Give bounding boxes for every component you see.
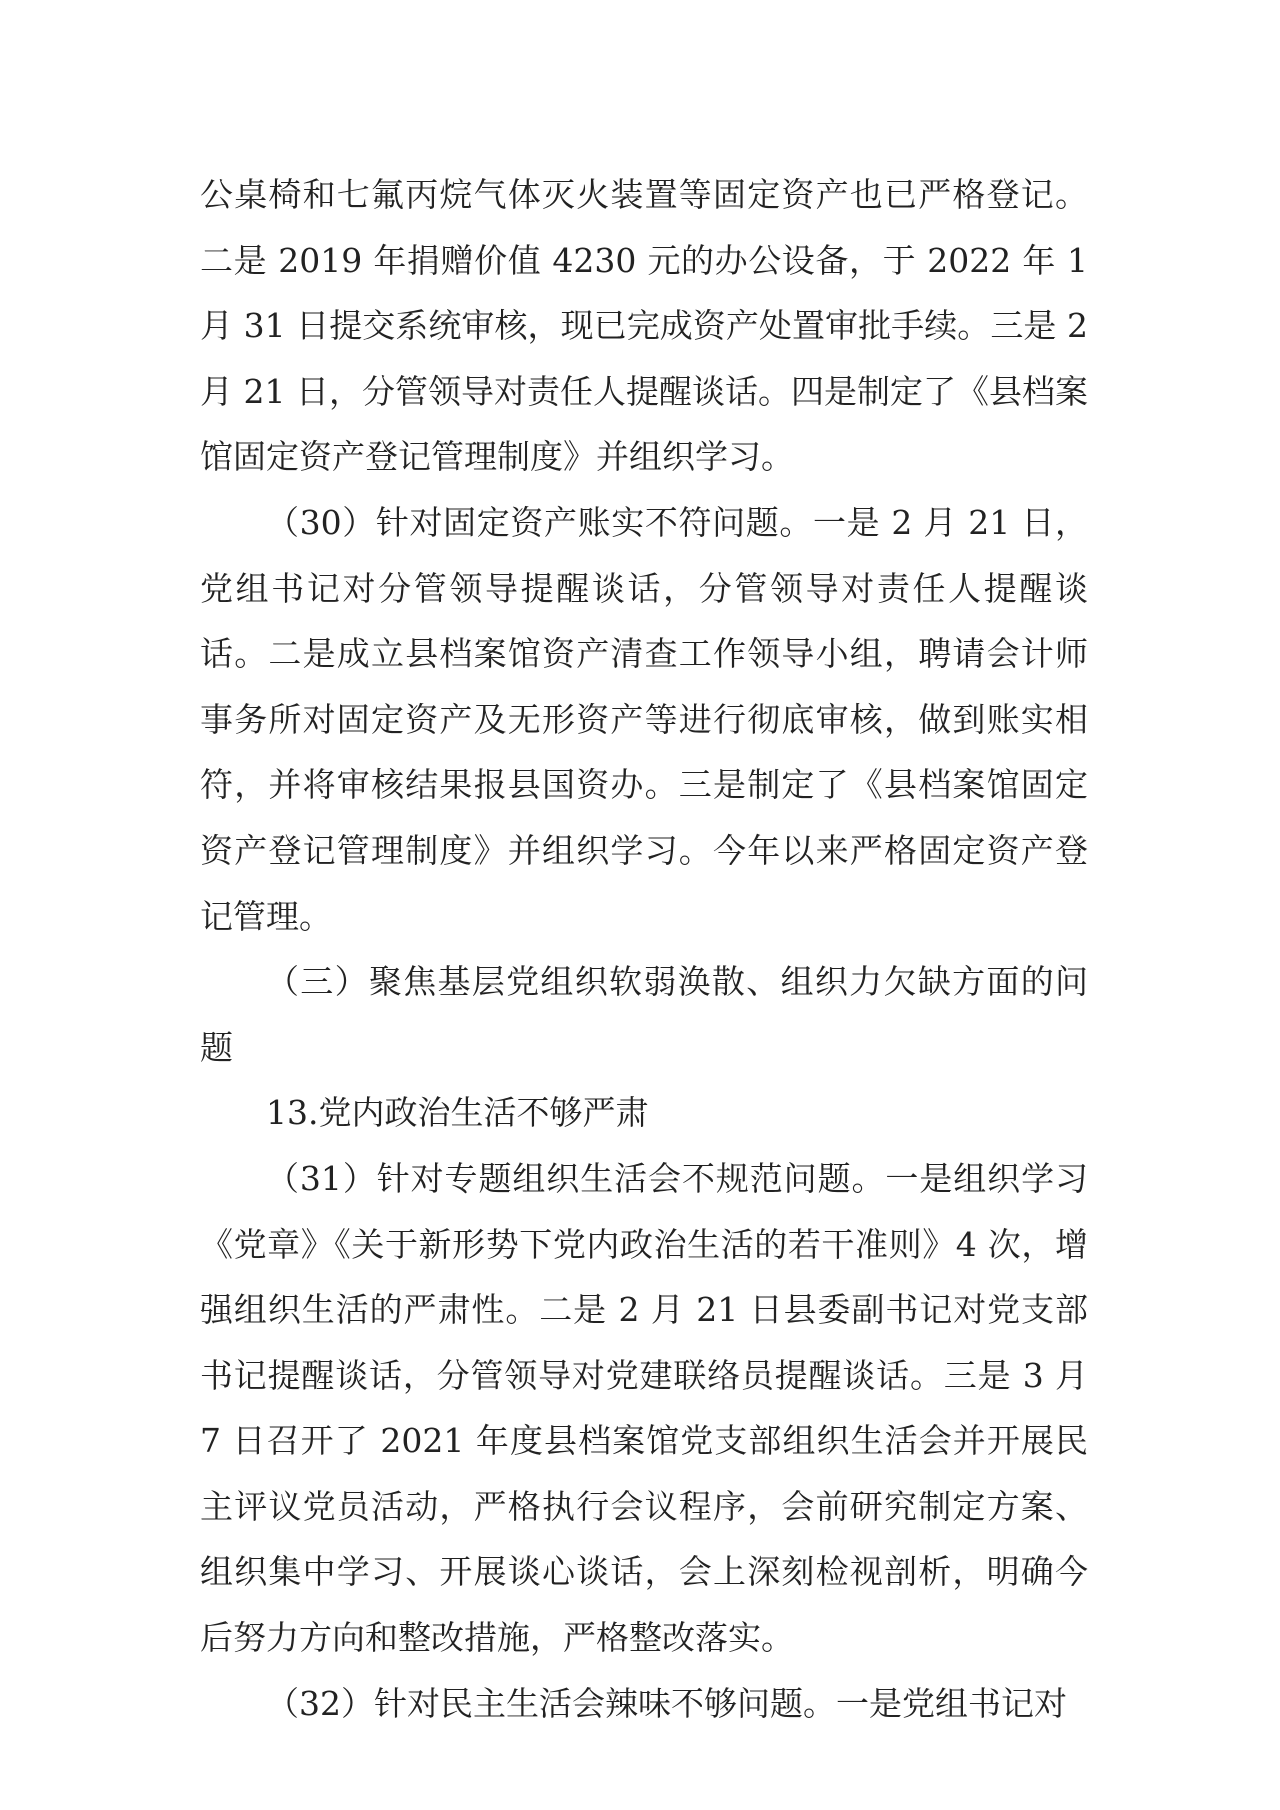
paragraph-item-32: （32）针对民主生活会辣味不够问题。一是党组书记对 (266, 1683, 1067, 1723)
body-text (200, 162, 1088, 1736)
paragraph-item-31: （31）针对专题组织生活会不规范问题。一是组织学习《党章》《关于新形势下党内政治生活的若干准则》4 次，增强组织生活的严肃性。二是 2 月 21 日县委副书记对党支部书记提醒谈话，分管领导对党建联络员提醒谈话。三是 3 月 7 日召开了 2021 年度县档案馆党支部组织生活会并开展民主评议党员活动，严格执行会议程序，会前研究制定方案、组织集中学习、开展谈心谈话，会上深刻检视剖析，明确今后努力方向和整改措施，严格整改落实。 (200, 1158, 1088, 1658)
paragraph-item-30: （30）针对固定资产账实不符问题。一是 2 月 21 日，党组书记对分管领导提醒谈话，分管领导对责任人提醒谈话。二是成立县档案馆资产清查工作领导小组，聘请会计师事务所对固定资产及无形资产等进行彻底审核，做到账实相符，并将审核结果报县国资办。三是制定了《县档案馆固定资产登记管理制度》并组织学习。今年以来严格固定资产登记管理。 (200, 502, 1088, 936)
paragraph-continued-29: 公桌椅和七氟丙烷气体灭火装置等固定资产也已严格登记。二是 2019 年捐赠价值 4230 元的办公设备，于 2022 年 1 月 31 日提交系统审核，现已完成资产处置审批手续。三是 2 月 21 日，分管领导对责任人提醒谈话。四是制定了《县档案馆固定资产登记管理制度》并组织学习。 (200, 175, 1088, 477)
section-heading-3: （三）聚焦基层党组织软弱涣散、组织力欠缺方面的问题 (200, 962, 1088, 1067)
topic-heading-13: 13.党内政治生活不够严肃 (266, 1093, 649, 1133)
